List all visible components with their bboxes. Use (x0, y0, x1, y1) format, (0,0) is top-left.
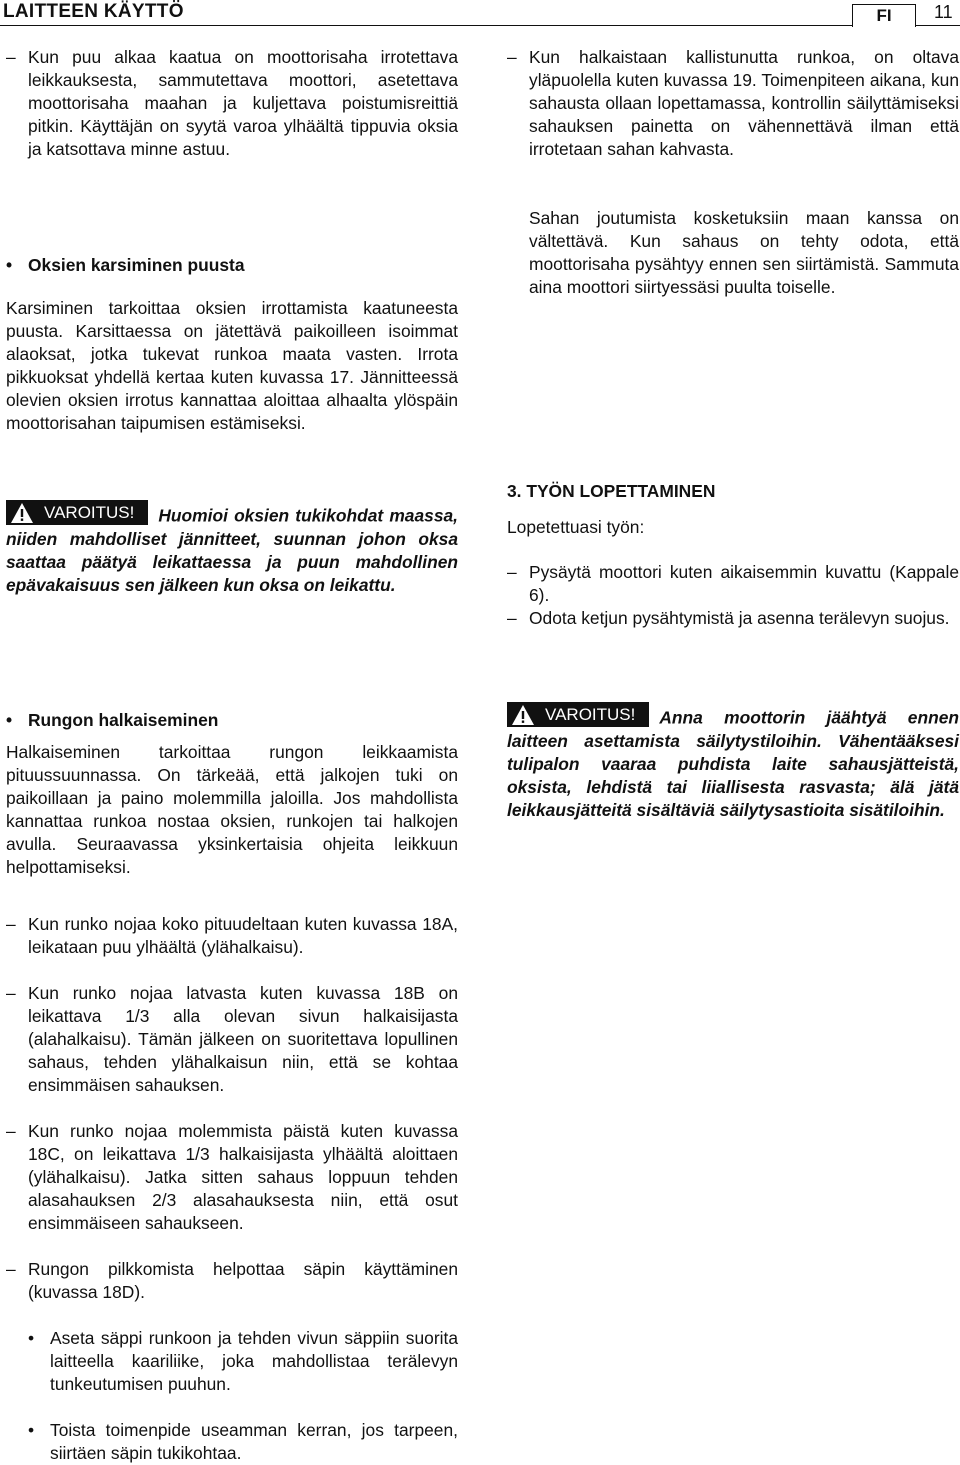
warning-label: VAROITUS! (44, 503, 135, 522)
ground-paragraph: Sahan joutumista kosketuksiin maan kanssa on vältettävä. Kun sahaus on tehty odota, että moottorisaha pysähtyy ennen sen siirtämistä. Sammuta aina moottori siirtyessäsi puulta toiselle. (529, 208, 959, 297)
bucking-steps (6, 913, 458, 1465)
warning-storage (507, 702, 959, 822)
limbing-section (6, 254, 458, 435)
felling-note (6, 46, 458, 161)
section-intro: Lopetettuasi työn: (507, 517, 645, 537)
ground-note (507, 207, 959, 299)
dash-item: – Pysäytä moottori kuten aikaisemmin kuvattu (Kappale 6). (507, 561, 959, 607)
section-title: LAITTEEN KÄYTTÖ (3, 1, 184, 22)
dash-item: – Kun runko nojaa koko pituudeltaan kuten kuvassa 18A, leikataan puu ylhäältä (ylähalkaisu). (6, 913, 458, 959)
page-header (0, 0, 960, 28)
warning-triangle-icon (10, 502, 34, 524)
warning-limbing (6, 500, 458, 597)
section-heading: 3. TYÖN LOPETTAMINEN (507, 481, 716, 501)
dash-item: – Odota ketjun pysähtymistä ja asenna terälevyn suojus. (507, 607, 959, 630)
header-rule (0, 25, 960, 26)
dash-item: – Kun runko nojaa molemmista päistä kuten kuvassa 18C, on leikattava 1/3 halkaisijasta ylhäältä aloittaen (ylähalkaisu). Jatka sitten sahaus loppuun tehden alasahauksen 2/3 alasahauksesta niin, että osut ensimmäiseen sahaukseen. (6, 1120, 458, 1235)
warning-text (507, 702, 959, 822)
warning-message: Huomioi oksien tukikohdat maassa, niiden mahdolliset jännitteet, suunnan johon oksa saattaa päätyä leikattaessa ja puun mahdollinen epävakaisuus sen jälkeen kun oksa on leikattu. (6, 505, 458, 595)
warning-label: VAROITUS! (545, 705, 636, 724)
warning-message: Anna moottorin jäähtyä ennen laitteen asettamista säilytystiloihin. Vähentääksesi tulipalon vaaraa puhdista laite sahausjätteistä, oksista, lehdistä tai liiallisesta rasvasta; älä jätä leikkausjätteitä sisältäviä säilytysastioita sisätiloihin. (507, 707, 959, 820)
warning-badge (6, 500, 148, 525)
bucking-section (6, 709, 458, 879)
limbing-paragraph: Karsiminen tarkoittaa oksien irrottamista kaatuneesta puusta. Karsittaessa on jätettävä paikoilleen isoimmat alaoksat, jotka tukevat runkoa maata vasten. Irrota pikkuoksat yhdellä kertaa kuten kuvassa 17. Jännitteessä olevien oksien irrotus kannattaa aloittaa alhaalta ylöspäin moottorisahan taipumisen estämiseksi. (6, 298, 458, 433)
bullet-item: • Aseta säppi runkoon ja tehden vivun säppiin suorita laitteella kaariliike, joka mahdollistaa terälevyn tunkeutumisen puuhun. (6, 1327, 458, 1396)
warning-triangle-icon (511, 704, 535, 726)
bucking-heading: • Rungon halkaiseminen (6, 709, 458, 732)
bucking-paragraph: Halkaiseminen tarkoittaa rungon leikkaamista pituussuunnassa. On tärkeää, että jalkojen tuki on paikoillaan ja paino molemmilla jaloilla. Jos mahdollista kannattaa runkoa nostaa oksien, runkojen tai halkojen avulla. Seuraavassa yksinkertaisia ohjeita leikkuun helpottamiseksi. (6, 742, 458, 877)
dash-item: – Kun halkaistaan kallistunutta runkoa, on oltava yläpuolella kuten kuvassa 19. Toimenpiteen aikana, kun sahausta ollaan lopettamassa, kontrollin säilyttämiseksi sahauksen painetta on vähennettävä ilman että irrotetaan sahan kahvasta. (507, 46, 959, 161)
dash-item: – Kun runko nojaa latvasta kuten kuvassa 18B on leikattava 1/3 alla olevan sivun halkaisijasta (alahalkaisu). Tämän jälkeen on suoritettava lopullinen sahaus, tehden ylähalkaisun niin, että se kohtaa ensimmäisen sahauksen. (6, 982, 458, 1097)
limbing-heading: • Oksien karsiminen puusta (6, 254, 458, 277)
page-number: 11 (934, 2, 953, 22)
end-work-section (507, 480, 959, 630)
language-tab: FI (852, 4, 916, 27)
warning-badge (507, 702, 649, 727)
warning-text (6, 500, 458, 597)
dash-item: – Kun puu alkaa kaatua on moottorisaha irrotettava leikkauksesta, sammutettava moottori, asetettava moottorisaha maahan ja kuljettava poistumisreittiä pitkin. Käyttäjän on syytä varoa ylhäältä tippuvia oksia ja katsottava minne astuu. (6, 46, 458, 161)
inclined-note (507, 46, 959, 161)
bullet-item: • Toista toimenpide useamman kerran, jos tarpeen, siirtäen säpin tukikohtaa. (6, 1419, 458, 1465)
dash-item: – Rungon pilkkomista helpottaa säpin käyttäminen (kuvassa 18D). (6, 1258, 458, 1304)
